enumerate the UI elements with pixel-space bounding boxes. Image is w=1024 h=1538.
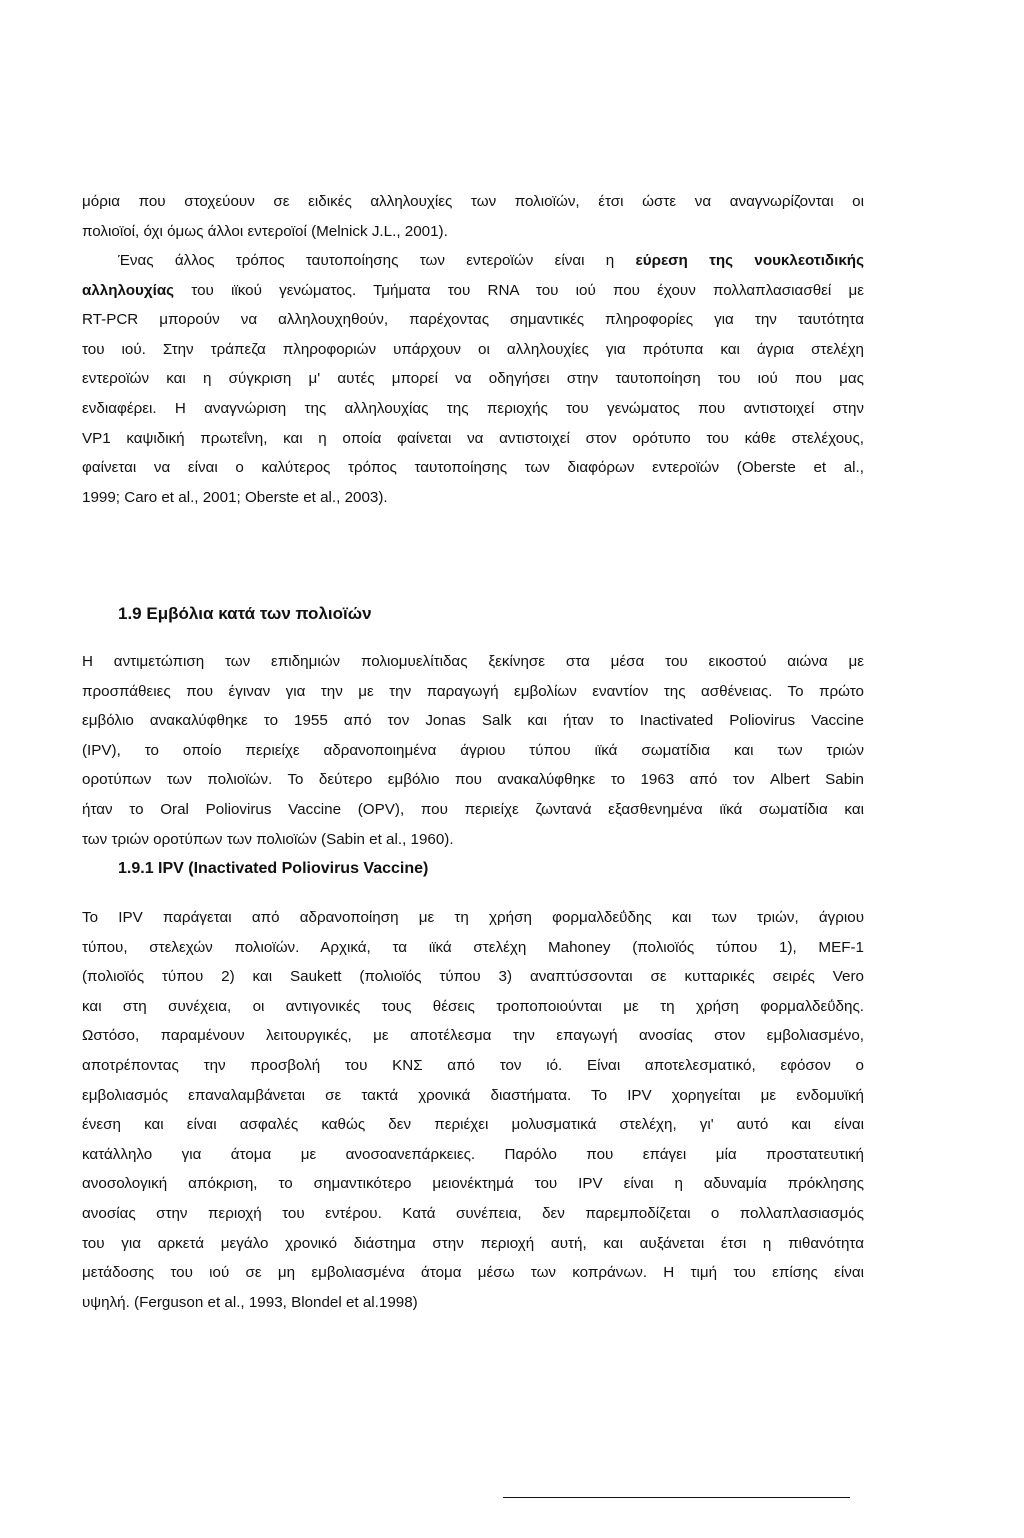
text-line: πολιοϊοί, όχι όμως άλλοι εντεροϊοί (Melnick J.L., 2001). <box>82 222 448 240</box>
text-line: ήταν το Oral Poliovirus Vaccine (OPV), που περιείχε ζωντανά εξασθενημένα ιϊκά σωματίδια και <box>82 800 864 818</box>
text-line: του για αρκετά μεγάλο χρονικό διάστημα στην περιοχή αυτή, και αυξάνεται έτσι η πιθανότητα <box>82 1234 864 1252</box>
bold-term: αλληλουχίας <box>82 281 175 299</box>
text-line: τύπου, στελεχών πολιοϊών. Αρχικά, τα ιϊκά στελέχη Mahoney (πολιοϊός τύπου 1), MEF-1 <box>82 938 864 956</box>
text-line: εμβόλιο ανακαλύφθηκε το 1955 από τον Jonas Salk και ήταν το Inactivated Poliovirus Vaccine <box>82 712 864 730</box>
text-fragment: του ιϊκού γενώματος. Τμήματα του RNA του ιού που έχουν πολλαπλασιασθεί με <box>174 281 864 299</box>
text-fragment: Ένας άλλος τρόπος ταυτοποίησης των εντεροϊών είναι η <box>118 252 636 269</box>
text-line: ένεση και είναι ασφαλές καθώς δεν περιέχει μολυσματικά στελέχη, γι' αυτό και είναι <box>82 1116 864 1134</box>
text-line: εμβολιασμός επαναλαμβάνεται σε τακτά χρονικά διαστήματα. Το IPV χορηγείται με ενδομυϊκή <box>82 1086 864 1104</box>
text-line: ανοσίας στην περιοχή του εντέρου. Κατά συνέπεια, δεν παρεμποδίζεται ο πολλαπλασιασμός <box>82 1204 864 1222</box>
paragraph-2 <box>82 246 864 512</box>
text-line: οροτύπων των πολιοϊών. Το δεύτερο εμβόλιο που ανακαλύφθηκε το 1963 από τον Albert Sabin <box>82 771 864 789</box>
text-line: μετάδοσης του ιού σε μη εμβολιασμένα άτομα μέσω των κοπράνων. Η τιμή του επίσης είναι <box>82 1264 864 1282</box>
text-line: VP1 καψιδική πρωτεΐνη, και η οποία φαίνεται να αντιστοιχεί στον ορότυπο του κάθε στελέχους, <box>82 429 864 447</box>
text-line: μόρια που στοχεύουν σε ειδικές αλληλουχίες των πολιοϊών, έτσι ώστε να αναγνωρίζονται οι <box>82 193 864 210</box>
text-line: αποτρέποντας την προσβολή του ΚΝΣ από τον ιό. Είναι αποτελεσματικό, εφόσον ο <box>82 1056 864 1074</box>
paragraph-4 <box>82 903 864 1317</box>
text-line: των τριών οροτύπων των πολιοϊών (Sabin et al., 1960). <box>82 830 454 848</box>
text-line <box>82 246 864 276</box>
text-line: RT-PCR μπορούν να αλληλουχηθούν, παρέχοντας σημαντικές πληροφορίες για την ταυτότητα <box>82 311 864 329</box>
bold-term: εύρεση της νουκλεοτιδικής <box>635 252 864 269</box>
text-line: κατάλληλο για άτομα με ανοσοανεπάρκειες. Παρόλο που επάγει μία προστατευτική <box>82 1145 864 1163</box>
text-line: Ωστόσο, παραμένουν λειτουργικές, με αποτέλεσμα την επαγωγή ανοσίας στον εμβολιασμένο, <box>82 1027 864 1045</box>
text-line: Η αντιμετώπιση των επιδημιών πολιομυελίτιδας ξεκίνησε στα μέσα του εικοστού αιώνα με <box>82 653 864 670</box>
text-line: Το IPV παράγεται από αδρανοποίηση με τη χρήση φορμαλδεΰδης και των τριών, άγριου <box>82 909 864 926</box>
footer-rule <box>503 1497 850 1498</box>
paragraph-3 <box>82 647 864 854</box>
text-line: εντεροϊών και η σύγκριση μ' αυτές μπορεί να οδηγήσει στην ταυτοποίηση του ιού που μας <box>82 370 864 388</box>
text-line <box>82 276 864 306</box>
text-line: φαίνεται να είναι ο καλύτερος τρόπος ταυτοποίησης των διαφόρων εντεροϊών (Oberste et al., <box>82 459 864 477</box>
paragraph-1 <box>82 187 864 246</box>
text-line: υψηλή. (Ferguson et al., 1993, Blondel et al.1998) <box>82 1293 418 1311</box>
text-line: 1999; Caro et al., 2001; Oberste et al., 2003). <box>82 488 388 506</box>
subsection-heading: 1.9.1 IPV (Inactivated Poliovirus Vaccine) <box>118 860 429 877</box>
text-line: (IPV), το οποίο περιείχε αδρανοποιημένα άγριου τύπου ιϊκά σωματίδια και των τριών <box>82 741 864 759</box>
section-heading: 1.9 Εμβόλια κατά των πολιοϊών <box>118 604 372 623</box>
text-line: ενδιαφέρει. Η αναγνώριση της αλληλουχίας της περιοχής του γενώματος που αντιστοιχεί στην <box>82 399 864 417</box>
text-line: και στη συνέχεια, οι αντιγονικές τους θέσεις τροποποιούνται με τη χρήση φορμαλδεΰδης. <box>82 997 864 1015</box>
text-line: ανοσολογική απόκριση, το σημαντικότερο μειονέκτημά του IPV είναι η αδυναμία πρόκλησης <box>82 1175 864 1193</box>
text-line: προσπάθειες που έγιναν για την με την παραγωγή εμβολίων εναντίον της ασθένειας. Το πρώτο <box>82 682 864 700</box>
text-line: (πολιοϊός τύπου 2) και Saukett (πολιοϊός τύπου 3) αναπτύσσονται σε κυτταρικές σειρές Vero <box>82 968 864 986</box>
text-line: του ιού. Στην τράπεζα πληροφοριών υπάρχουν οι αλληλουχίες για πρότυπα και άγρια στελέχη <box>82 340 864 358</box>
